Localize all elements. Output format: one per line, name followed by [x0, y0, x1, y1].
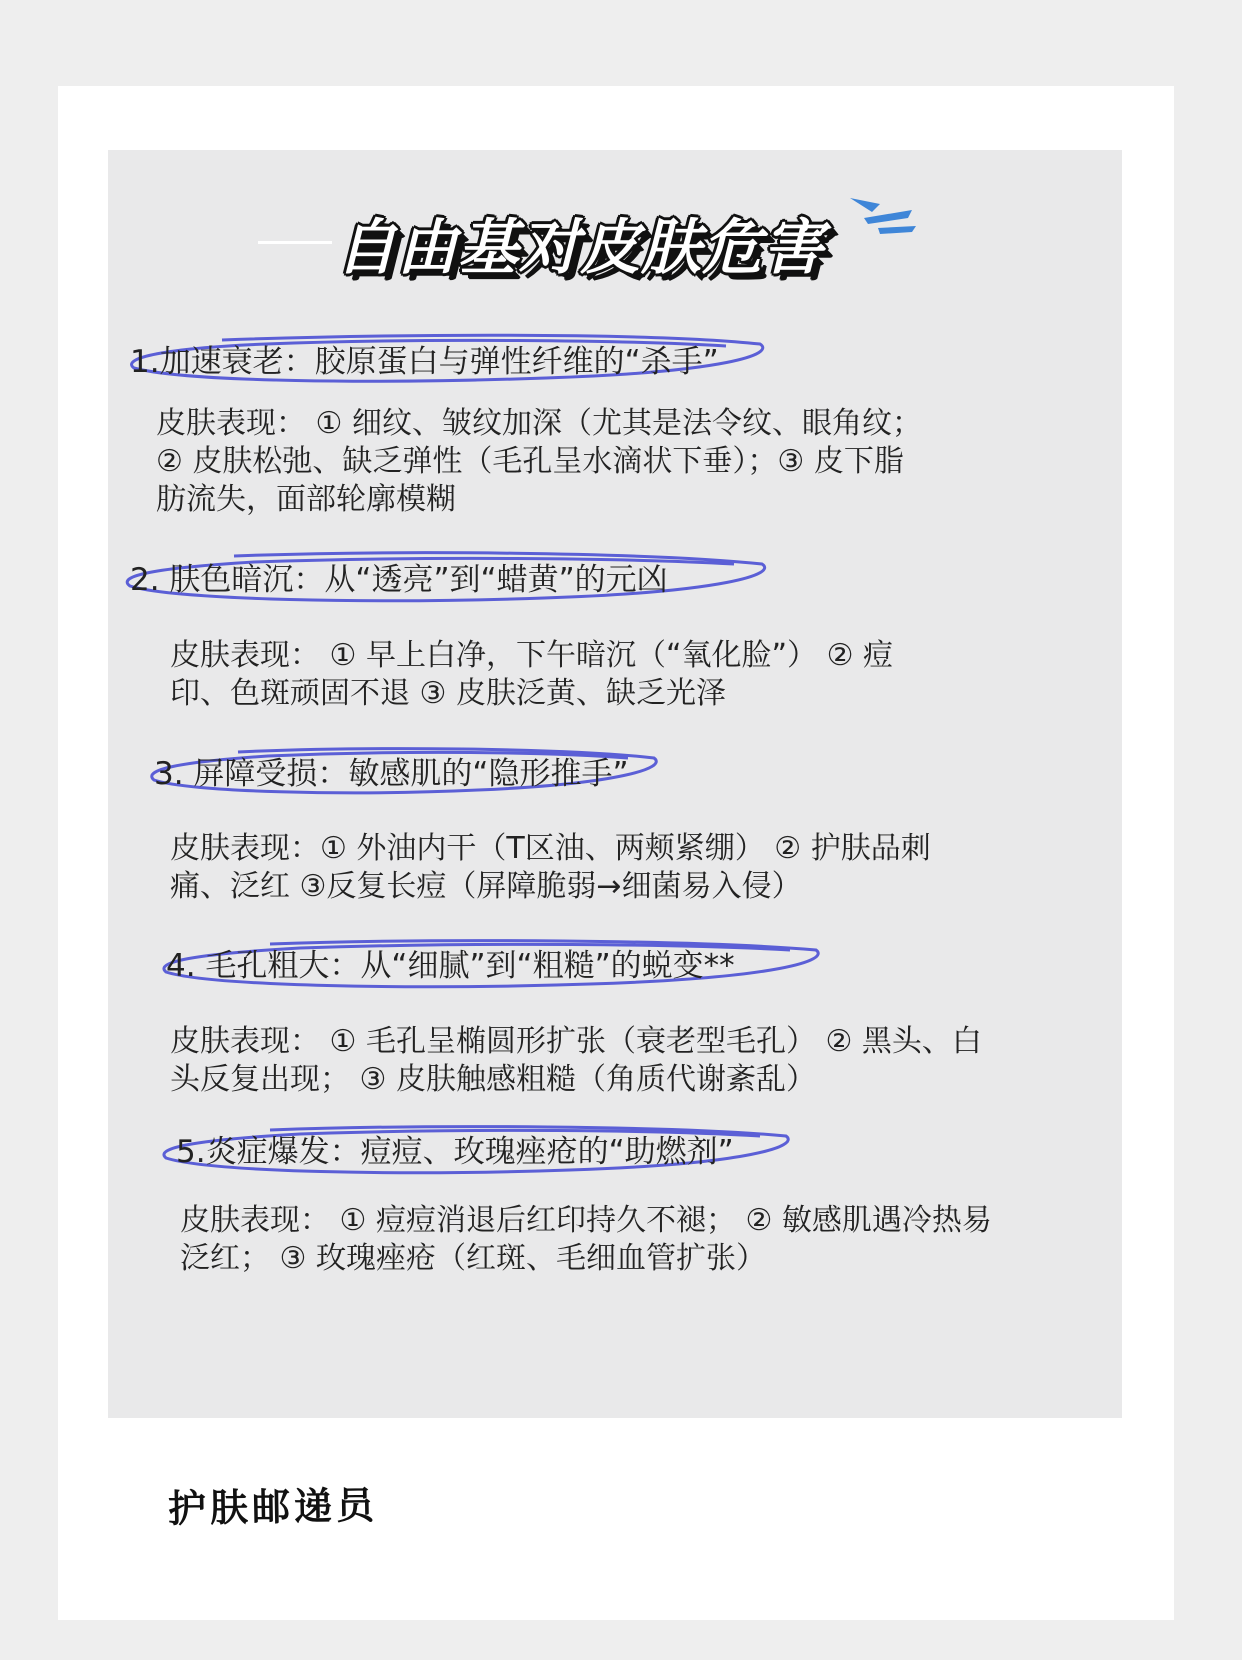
- title-decor-line: [258, 241, 332, 244]
- sparkle-dash-icon: [850, 196, 920, 236]
- section-4: [166, 944, 735, 988]
- section-body: 皮肤表现： ① 痘痘消退后红印持久不褪； ② 敏感肌遇冷热易 泛红； ③ 玫瑰痤疮（红斑、毛细血管扩张）: [180, 1203, 992, 1276]
- section-3: [154, 752, 629, 796]
- section-1: [130, 340, 719, 384]
- section-5: [176, 1130, 734, 1174]
- section-heading: 1.加速衰老：胶原蛋白与弹性纤维的“杀手”: [130, 344, 719, 380]
- section-body: 皮肤表现： ① 细纹、皱纹加深（尤其是法令纹、眼角纹； ② 皮肤松弛、缺乏弹性（毛孔呈水滴状下垂）；③ 皮下脂 肪流失，面部轮廓模糊: [156, 406, 922, 517]
- section-body: 皮肤表现：① 外油内干（T区油、两颊紧绷） ② 护肤品刺 痛、泛红 ③反复长痘（屏障脆弱→细菌易入侵）: [170, 831, 931, 904]
- section-body: 皮肤表现： ① 早上白净，下午暗沉（“氧化脸”） ② 痘 印、色斑顽固不退 ③ 皮肤泛黄、缺乏光泽: [170, 638, 894, 711]
- section-heading: 4. 毛孔粗大：从“细腻”到“粗糙”的蜕变**: [166, 948, 735, 984]
- section-heading: 3. 屏障受损：敏感肌的“隐形推手”: [154, 756, 629, 792]
- section-body: 皮肤表现： ① 毛孔呈椭圆形扩张（衰老型毛孔） ② 黑头、白 头反复出现； ③ 皮肤触感粗糙（角质代谢紊乱）: [170, 1024, 982, 1097]
- section-2: [130, 558, 668, 602]
- section-heading: 2. 肤色暗沉：从“透亮”到“蜡黄”的元凶: [130, 562, 668, 598]
- page-title: 自由基对皮肤危害: [336, 213, 824, 283]
- section-heading: 5.炎症爆发：痘痘、玫瑰痤疮的“助燃剂”: [176, 1134, 734, 1170]
- signature: 护肤邮递员: [167, 1482, 379, 1531]
